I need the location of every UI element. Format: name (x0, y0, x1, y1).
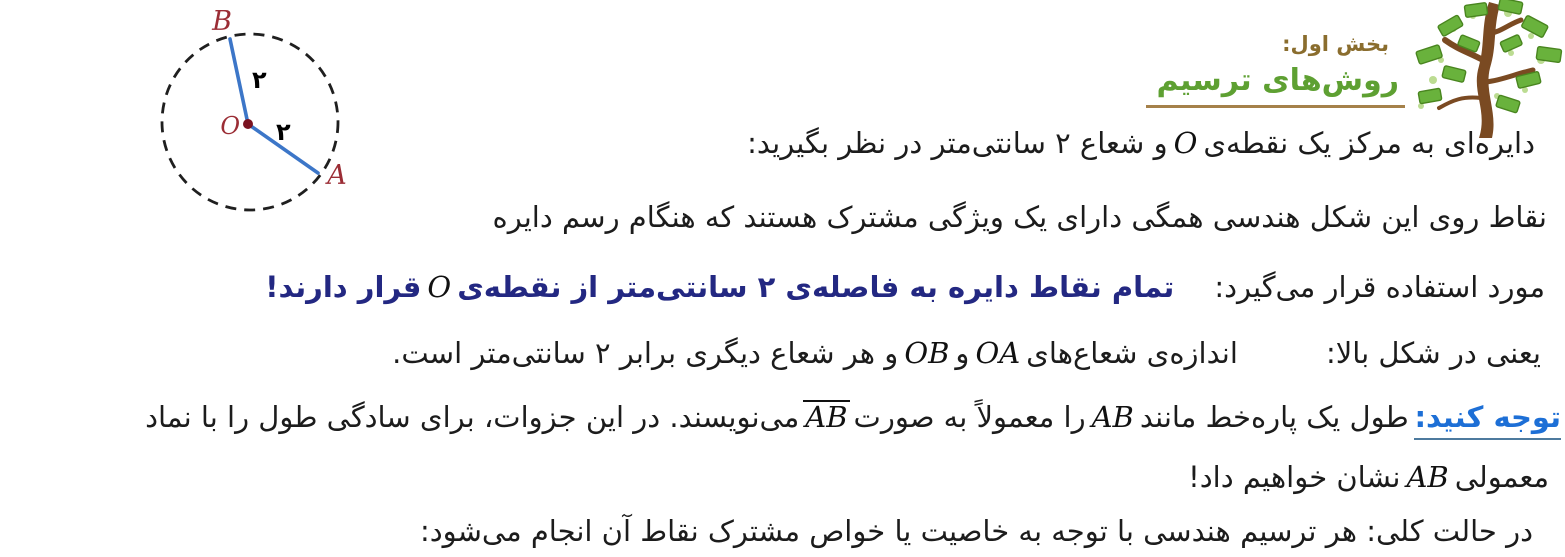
center-o-label: O (220, 112, 240, 140)
line3-highlight-1: تمام نقاط دایره به فاصله‌ی ۲ سانتی‌متر از نقطه‌ی (457, 270, 1175, 304)
line6-text-1: معمولی (1454, 460, 1549, 494)
paragraph-line-5 (145, 398, 1561, 437)
line5-math-ab: AB (1091, 400, 1134, 434)
attention-label: توجه کنید: (1414, 400, 1561, 440)
line1-math-o: O (1173, 126, 1198, 160)
line6-text-2: نشان خواهیم داد! (1188, 460, 1401, 494)
line5-text-1: طول یک پاره‌خط مانند (1139, 400, 1409, 434)
line5-text-3: می‌نویسند. در این جزوات، برای سادگی طول را با نماد (145, 400, 800, 434)
line3-text: مورد استفاده قرار می‌گیرد: (1214, 270, 1545, 304)
line4-text-2: اندازه‌ی شعاع‌های (1026, 336, 1238, 370)
paragraph-line-7 (420, 512, 1533, 551)
center-dot (243, 119, 253, 129)
paragraph-line-3 (265, 268, 1545, 307)
paragraph-line-2 (493, 198, 1547, 237)
circle-diagram (118, 2, 388, 227)
line7-text: در حالت کلی: هر ترسیم هندسی با توجه به خاصیت یا خواص مشترک نقاط آن انجام می‌شود: (419, 514, 1533, 548)
line4-math-oa: OA (975, 336, 1021, 370)
radius-bottom-value: ۲ (276, 118, 291, 146)
page-title: روش‌های ترسیم (1146, 63, 1405, 108)
line3-highlight-2: قرار دارند! (265, 270, 422, 304)
line4-math-ob: OB (904, 336, 950, 370)
line4-text-3: و (955, 336, 970, 370)
line2-text: نقاط روی این شکل هندسی همگی دارای یک ویژگی مشترک هستند که هنگام رسم دایره (492, 200, 1547, 234)
line3-math-o: O (427, 270, 452, 304)
radius-lines (230, 39, 318, 173)
section-label: بخش اول: (1282, 32, 1389, 56)
line1-text-2: و شعاع ۲ سانتی‌متر در نظر بگیرید: (747, 126, 1168, 160)
tree-trunk (1477, 2, 1500, 138)
line6-math-ab: AB (1406, 460, 1449, 494)
line5-math-ab-overline: AB (805, 400, 848, 434)
tree-logo (1413, 0, 1565, 140)
paragraph-line-1 (747, 124, 1535, 163)
point-b-label: B (212, 6, 232, 37)
line1-text-1: دایره‌ای به مرکز یک نقطه‌ی (1203, 126, 1535, 160)
line5-text-2: را معمولاً به صورت (853, 400, 1086, 434)
line4-text-1: یعنی در شکل بالا: (1325, 336, 1541, 370)
line4-text-4: و هر شعاع دیگری برابر ۲ سانتی‌متر است. (392, 336, 899, 370)
radius-top-value: ۲ (252, 66, 267, 94)
paragraph-line-4 (392, 334, 1541, 373)
point-a-label: A (327, 160, 347, 191)
paragraph-line-6 (1188, 458, 1549, 497)
